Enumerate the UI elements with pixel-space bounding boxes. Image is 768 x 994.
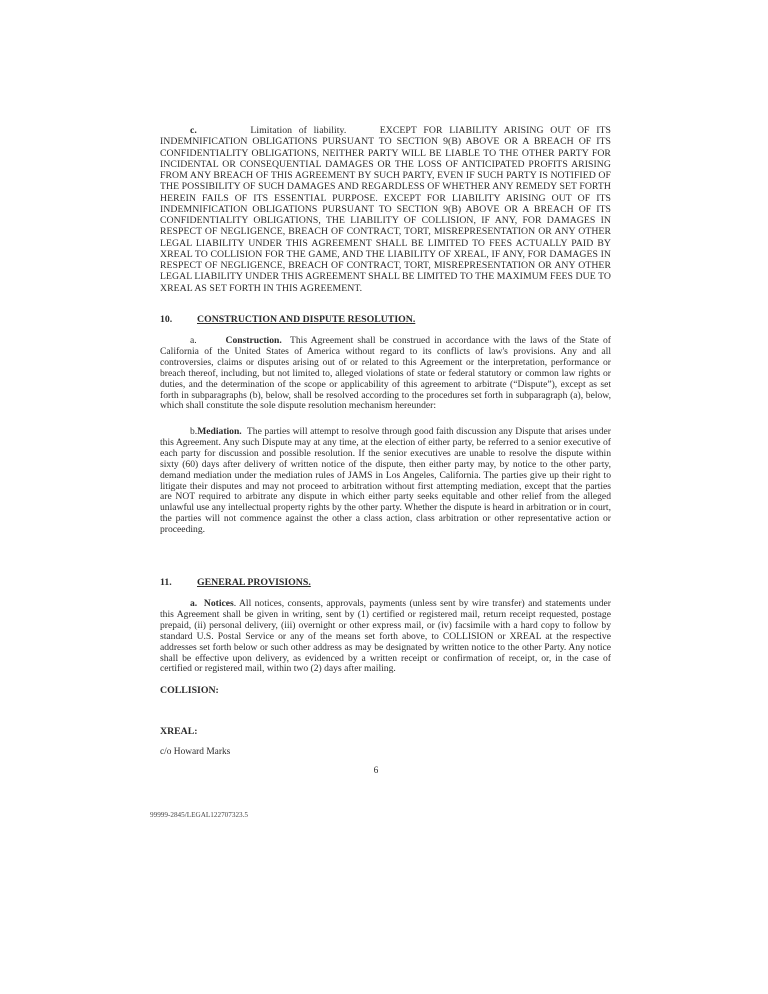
section-10-number: 10.	[160, 314, 173, 325]
section-10-heading	[160, 314, 415, 325]
section-c-text: EXCEPT FOR LIABILITY ARISING OUT OF ITS INDEMNIFICATION OBLIGATIONS PURSUANT TO SECTION 9(B) ABOVE OR A BREACH OF ITS CONFIDENTIALITY OBLIGATIONS, NEITHER PARTY WILL BE LIABLE TO THE OTHER PARTY FOR INCIDENTAL OR CONSEQUENTIAL DAMAGES OR THE LOSS OF ANTICIPATED PROFITS ARISING FROM ANY BREACH OF THIS AGREEMENT BY SUCH PARTY, EVEN IF SUCH PARTY IS NOTIFIED OF THE POSSIBILITY OF SUCH DAMAGES AND REGARDLESS OF WHETHER ANY REMEDY SET FORTH HEREIN FAILS OF ITS ESSENTIAL PURPOSE. EXCEPT FOR LIABILITY ARISING OUT OF ITS INDEMNIFICATION OBLIGATIONS PURSUANT TO SECTION 9(B) ABOVE OR A BREACH OF ITS CONFIDENTIALITY OBLIGATIONS, THE LIABILITY OF COLLISION, IF ANY, FOR DAMAGES IN RESPECT OF NEGLIGENCE, BREACH OF CONTRACT, TORT, MISREPRESENTATION OR ANY OTHER LEGAL LIABILITY UNDER THIS AGREEMENT SHALL BE LIMITED TO FEES ACTUALLY PAID BY XREAL TO COLLISION FOR THE GAME, AND THE LIABILITY OF XREAL, IF ANY, FOR DAMAGES IN RESPECT OF NEGLIGENCE, BREACH OF CONTRACT, TORT, MISREPRESENTATION OR ANY OTHER LEGAL LIABILITY UNDER THIS AGREEMENT SHALL BE LIMITED TO THE MAXIMUM FEES DUE TO XREAL AS SET FORTH IN THIS AGREEMENT.	[160, 125, 611, 294]
section-c-label: c.	[190, 125, 197, 136]
section-11a-title: Notices	[203, 598, 234, 609]
section-10b-paragraph	[160, 427, 611, 536]
section-c-title: Limitation of liability.	[250, 125, 347, 136]
section-11-heading	[160, 577, 311, 588]
section-10b-text: The parties will attempt to resolve through good faith discussion any Dispute that arises under this Agreement. Any such Dispute may at any time, at the election of either party, be referred to a senior executive of each party for discussion and possible resolution. If the senior executives are unable to resolve the dispute within sixty (60) days after delivery of written notice of the dispute, then either party may, by notice to the other party, demand mediation under the mediation rules of JAMS in Los Angeles, California. The parties give up their right to litigate their disputes and may not proceed to arbitration without first attempting mediation, except that the parties are NOT required to arbitrate any dispute in which either party seeks equitable and other relief from the alleged unlawful use any intellectual property rights by the other party. Whether the dispute is heard in arbitration or in court, the parties will not commence against the other a class action, class arbitration or other representative action or proceeding.	[160, 426, 611, 536]
section-10b-title: Mediation.	[197, 426, 242, 437]
section-11a-text: . All notices, consents, approvals, payments (unless sent by wire transfer) and statements under this Agreement shall be given in writing, sent by (1) certified or registered mail, return receipt requested, postage prepaid, (ii) personal delivery, (iii) overnight or other express mail, or (iv) facsimile with a hard copy to follow by standard U.S. Postal Service or any of the means set forth above, to COLLISION or XREAL at the respective addresses set forth below or such other address as may be designated by written notice to the other Party. Any notice shall be effective upon delivery, as evidenced by a written receipt or confirmation of receipt, or, in the case of certified or registered mail, within two (2) days after mailing.	[160, 598, 611, 675]
footer-document-reference: 99999-2845/LEGAL122707323.5	[150, 811, 249, 819]
section-10a-label: a.	[190, 335, 197, 346]
section-11a-label: a.	[190, 598, 198, 609]
xreal-party-label: XREAL:	[160, 726, 198, 737]
section-10a-text: This Agreement shall be construed in accordance with the laws of the State of California of the United States of America without regard to its conflicts of law's provisions. Any and all controversies, claims or disputes arising out of or related to this Agreement or the interpretation, performance or breach thereof, including, but not limited to, alleged violations of state or federal statutory or common law rights or duties, and the determination of the scope or applicability of this agreement to arbitrate (“Dispute”), except as set forth in subparagraphs (b), below, shall be resolved according to the procedures set forth in subparagraph (a), below, which shall constitute the sole dispute resolution mechanism hereunder:	[160, 335, 612, 412]
section-11-number: 11.	[160, 577, 172, 588]
section-10b-label: b.	[190, 426, 198, 437]
xreal-contact: c/o Howard Marks	[160, 747, 231, 757]
section-c-paragraph	[160, 125, 611, 294]
section-10a-title: Construction.	[225, 335, 282, 346]
collision-party-label: COLLISION:	[160, 685, 219, 696]
section-11a-paragraph	[160, 599, 611, 675]
page-number: 6	[373, 766, 379, 776]
section-10a-paragraph	[160, 336, 611, 412]
section-10-title: CONSTRUCTION AND DISPUTE RESOLUTION.	[197, 314, 416, 325]
section-11-title: GENERAL PROVISIONS.	[197, 577, 311, 588]
